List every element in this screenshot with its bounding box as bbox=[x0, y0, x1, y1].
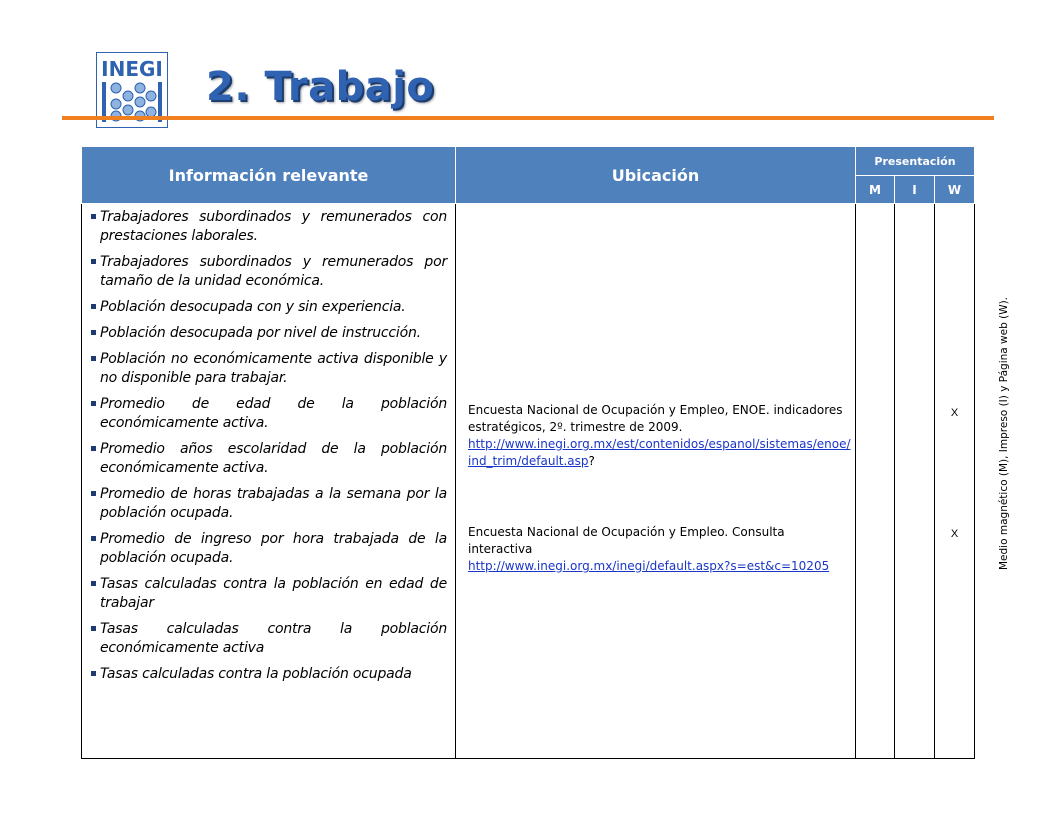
header-presentacion: Presentación bbox=[856, 147, 975, 176]
list-item: Promedio de ingreso por hora trabajada de la población ocupada. bbox=[100, 531, 447, 566]
list-item: Población no económicamente activa disponible y no disponible para trabajar. bbox=[100, 351, 447, 386]
ubicacion-entry-enoe-indicadores bbox=[468, 402, 851, 470]
list-item: Tasas calculadas contra la población económicamente activa bbox=[100, 621, 447, 656]
list-item: Promedio años escolaridad de la población económicamente activa. bbox=[100, 441, 447, 476]
ubicacion-entry-enoe-consulta bbox=[468, 524, 851, 575]
enoe-indicadores-link[interactable]: http://www.inegi.org.mx/est/contenidos/espanol/sistemas/enoe/ind_trim/default.asp bbox=[468, 437, 851, 468]
page-title: 2. Trabajo bbox=[206, 64, 435, 110]
list-item: Promedio de edad de la población económicamente activa. bbox=[100, 396, 447, 431]
header-i: I bbox=[895, 176, 935, 204]
i-cell bbox=[895, 204, 935, 759]
list-item: Promedio de horas trabajadas a la semana por la población ocupada. bbox=[100, 486, 447, 521]
info-table bbox=[81, 146, 975, 759]
header-informacion-relevante: Información relevante bbox=[82, 147, 456, 204]
w-cell bbox=[935, 204, 975, 759]
list-item: Población desocupada con y sin experiencia. bbox=[100, 298, 447, 317]
list-item: Trabajadores subordinados y remunerados por tamaño de la unidad económica. bbox=[100, 254, 447, 289]
list-item: Tasas calculadas contra la población ocupada bbox=[100, 665, 447, 684]
header-ubicacion: Ubicación bbox=[456, 147, 856, 204]
list-item: Población desocupada por nivel de instrucción. bbox=[100, 324, 447, 343]
enoe-consulta-link[interactable]: http://www.inegi.org.mx/inegi/default.aspx?s=est&c=10205 bbox=[468, 559, 830, 573]
title-underline bbox=[62, 116, 994, 120]
m-cell bbox=[856, 204, 895, 759]
list-item: Trabajadores subordinados y remunerados con prestaciones laborales. bbox=[100, 209, 447, 244]
w-mark: X bbox=[950, 407, 959, 419]
list-item: Tasas calculadas contra la población en edad de trabajar bbox=[100, 576, 447, 611]
ubicacion-text: Encuesta Nacional de Ocupación y Empleo. Consulta interactiva bbox=[468, 525, 785, 556]
ubicacion-text: Encuesta Nacional de Ocupación y Empleo, ENOE. indicadores estratégicos, 2º. trimestre de 2009. bbox=[468, 403, 843, 434]
ubicacion-cell bbox=[456, 204, 856, 759]
w-mark: X bbox=[950, 528, 959, 540]
info-list bbox=[100, 208, 447, 684]
logo-wordmark: INEGI bbox=[101, 57, 163, 81]
header-w: W bbox=[935, 176, 975, 204]
presentation-legend: Medio magnético (M), Impreso (I) y Página web (W). bbox=[998, 296, 1010, 570]
info-cell bbox=[82, 204, 456, 759]
header-m: M bbox=[856, 176, 895, 204]
link-suffix: ? bbox=[588, 454, 595, 468]
